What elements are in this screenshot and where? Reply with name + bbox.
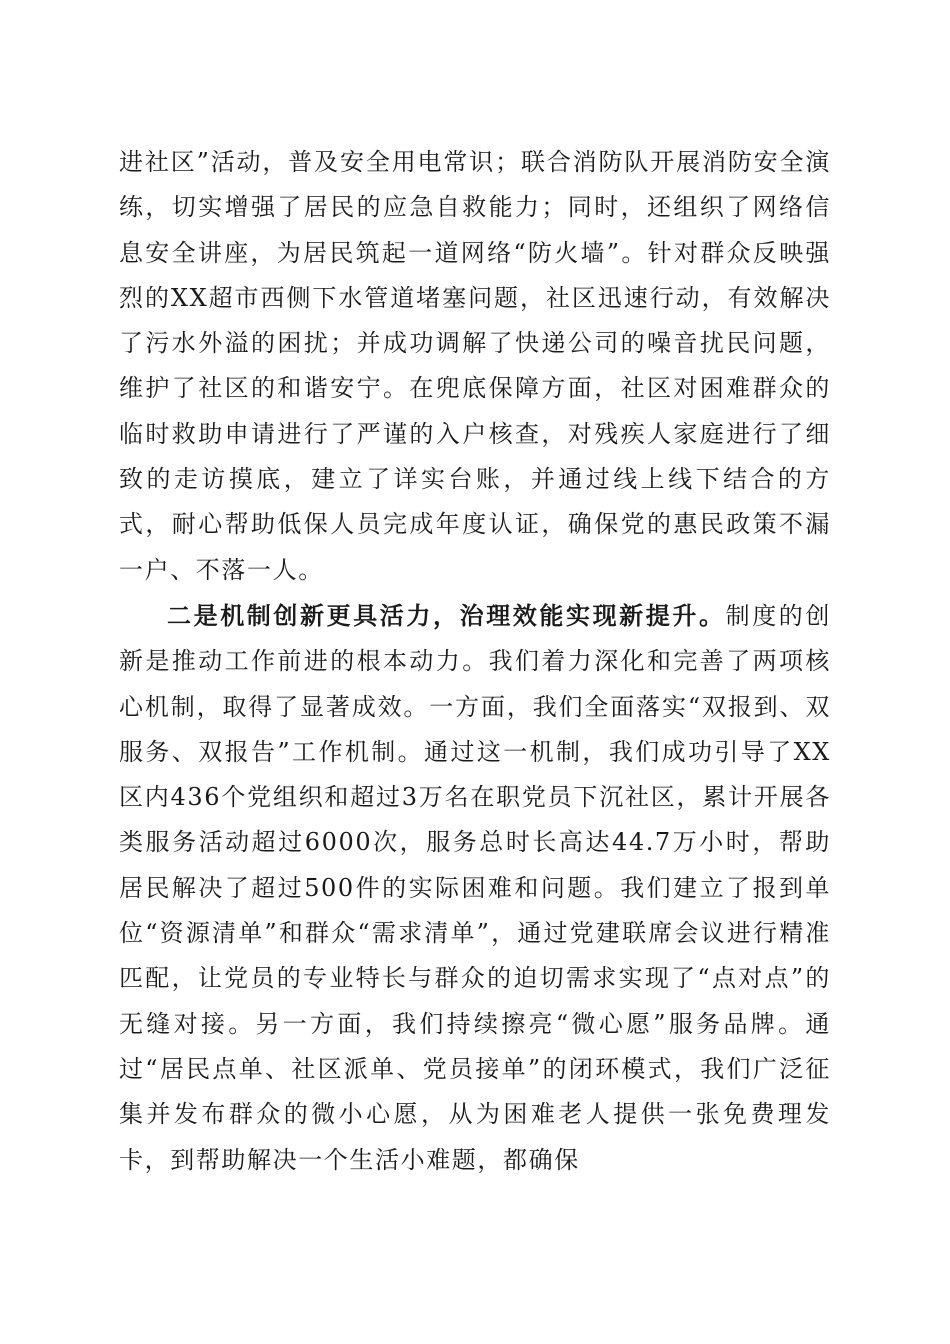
paragraph-1-text: 进社区”活动，普及安全用电常识；联合消防队开展消防安全演练，切实增强了居民的应急自救能力；同时，还组织了网络信息安全讲座，为居民筑起一道网络“防火墙”。针对群众反映强烈的XX超市西侧下水管道堵塞问题，社区迅速行动，有效解决了污水外溢的困扰；并成功调解了快递公司的噪音扰民问题，维护了社区的和谐安宁。在兜底保障方面，社区对困难群众的临时救助申请进行了严谨的入户核查，对残疾人家庭进行了细致的走访摸底，建立了详实台账，并通过线上线下结合的方式，耐心帮助低保人员完成年度认证，确保党的惠民政策不漏一户、不落一人。 <box>119 148 831 584</box>
paragraph-2-text: 制度的创新是推动工作前进的根本动力。我们着力深化和完善了两项核心机制，取得了显著成效。一方面，我们全面落实“双报到、双服务、双报告”工作机制。通过这一机制，我们成功引导了XX区内436个党组织和超过3万名在职党员下沉社区，累计开展各类服务活动超过6000次，服务总时长高达44.7万小时，帮助居民解决了超过500件的实际困难和问题。我们建立了报到单位“资源清单”和群众“需求清单”，通过党建联席会议进行精准匹配，让党员的专业特长与群众的迫切需求实现了“点对点”的无缝对接。另一方面，我们持续擦亮“微心愿”服务品牌。通过“居民点单、社区派单、党员接单”的闭环模式，我们广泛征集并发布群众的微小心愿，从为困难老人提供一张免费理发卡，到帮助解决一个生活小难题，都确保 <box>119 601 831 1174</box>
document-page <box>119 140 831 1183</box>
paragraph-2-lead: 二是机制创新更具活力，治理效能实现新提升。 <box>167 600 726 630</box>
paragraph-2 <box>119 593 831 1183</box>
paragraph-1 <box>119 140 831 593</box>
